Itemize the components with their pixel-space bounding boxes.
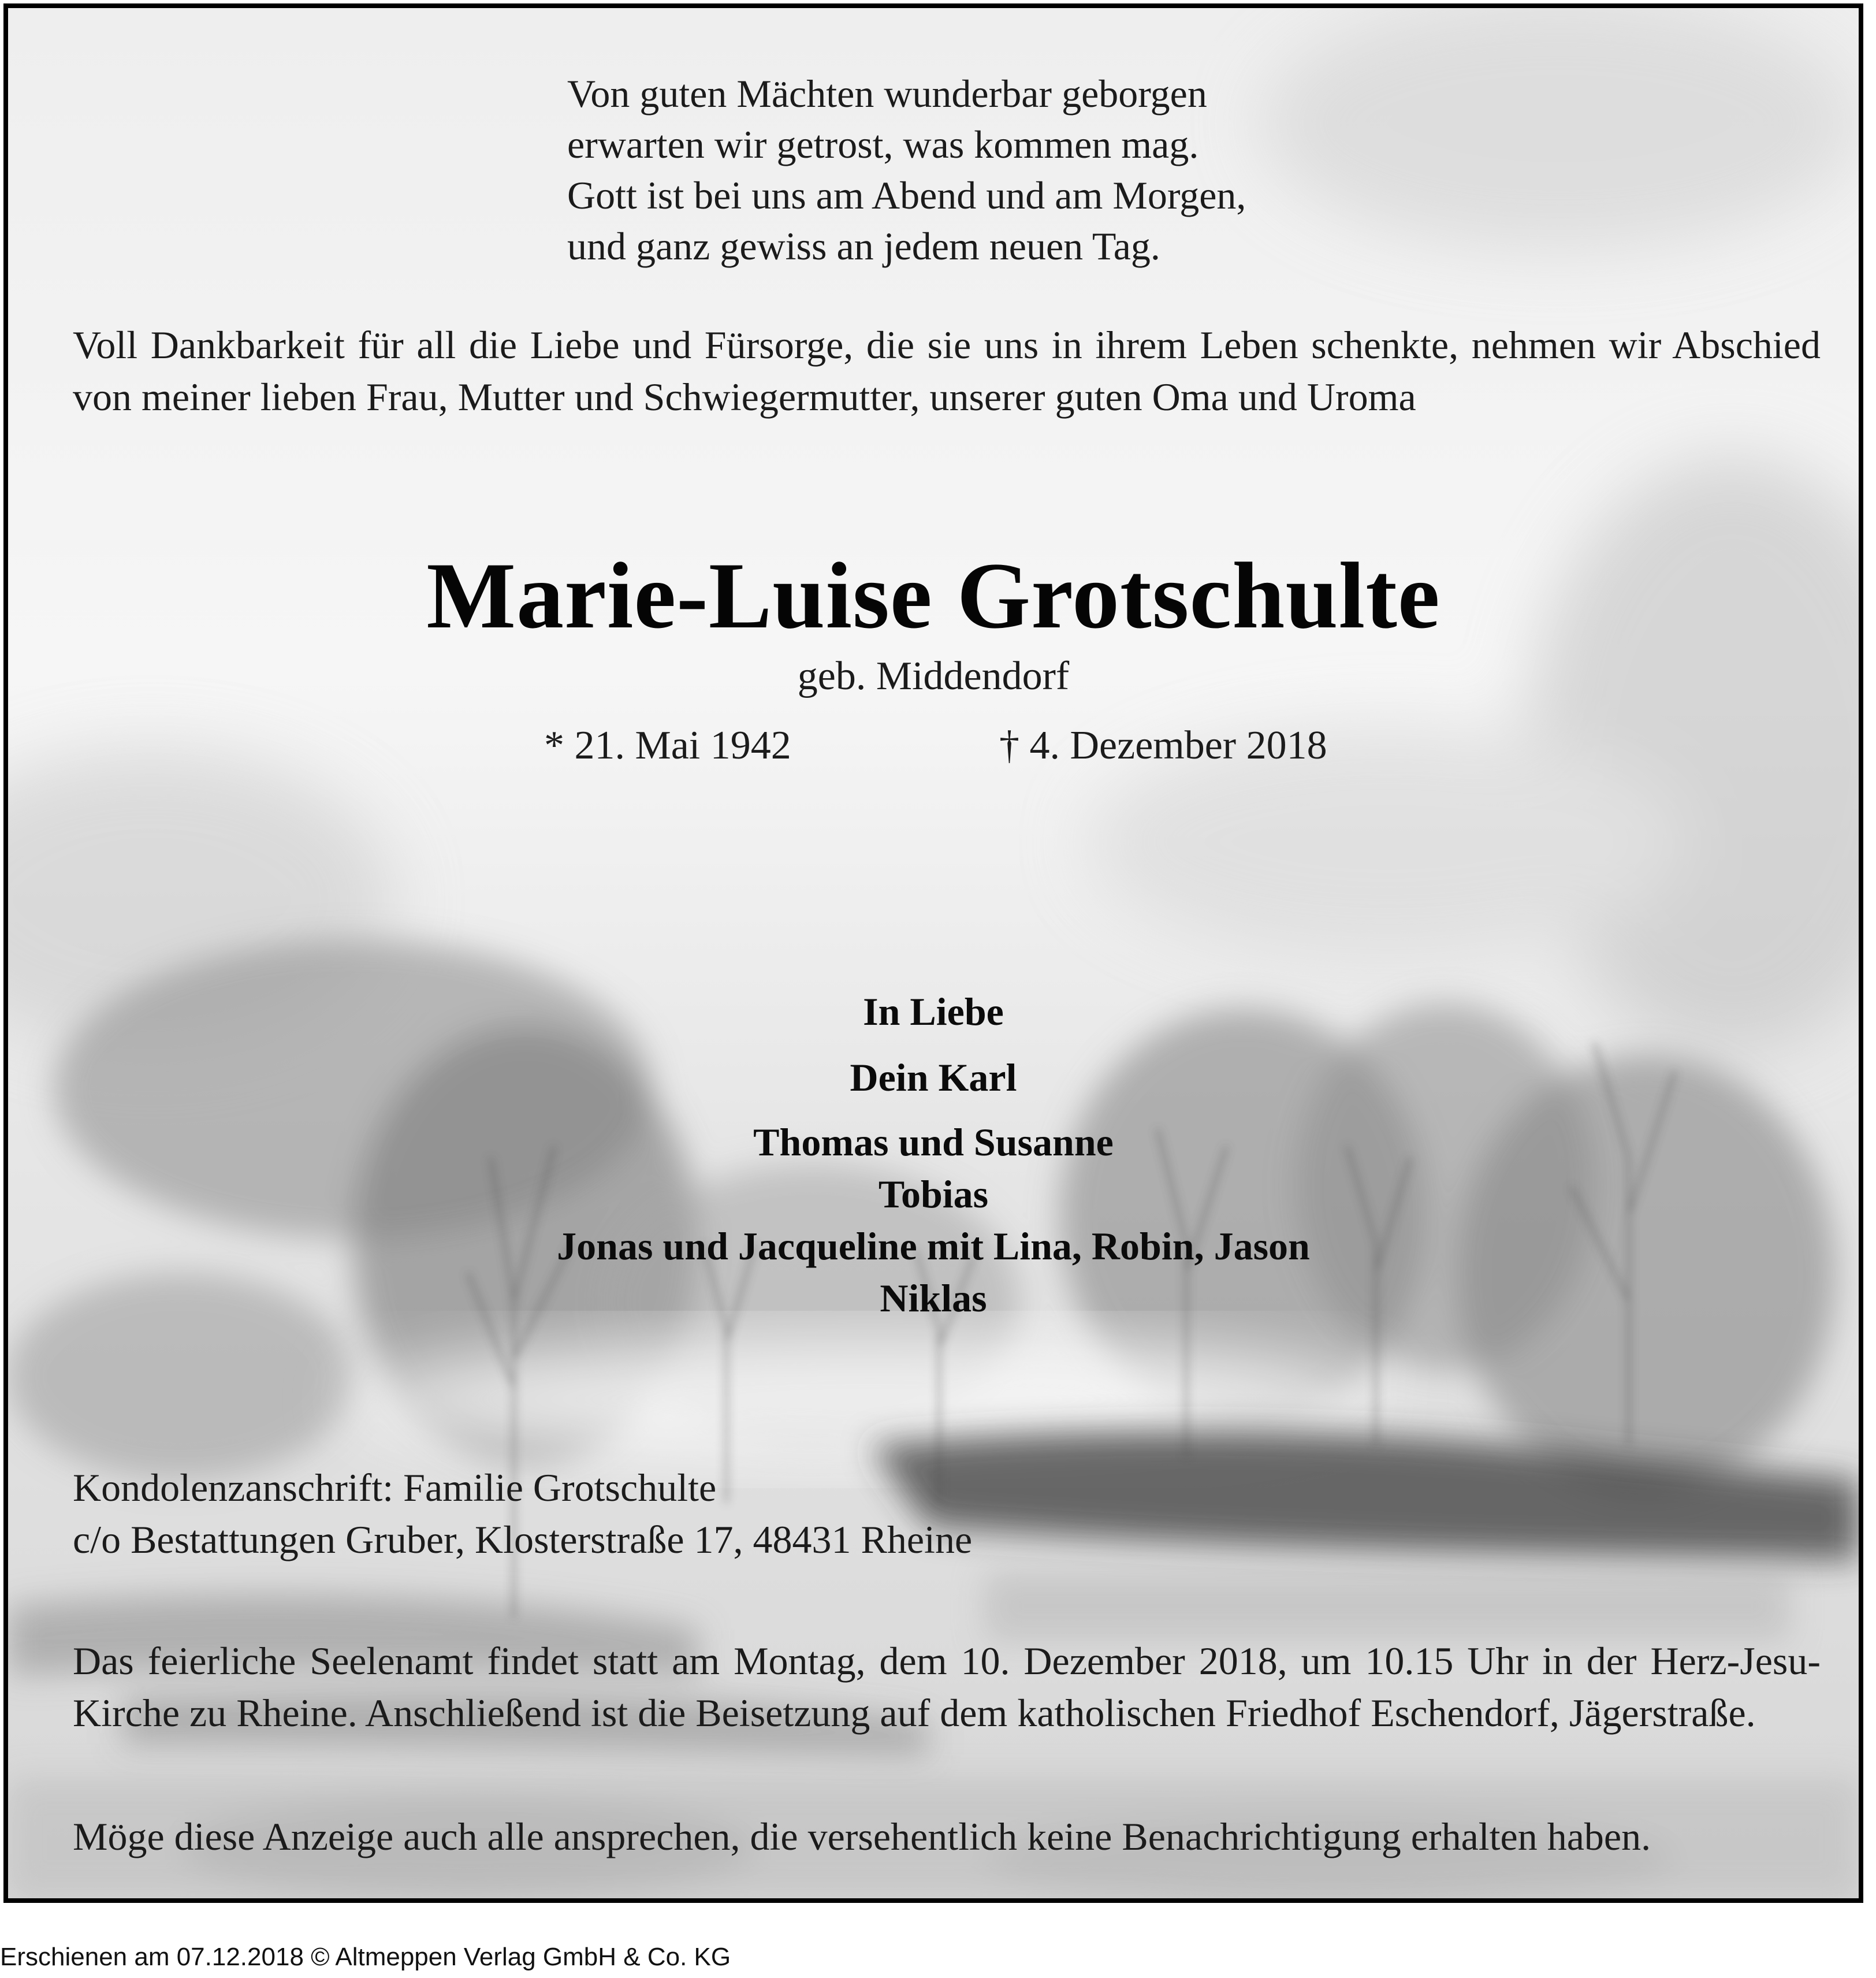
maiden-name: geb. Middendorf — [797, 654, 1070, 698]
husband-line: Dein Karl — [850, 1055, 1017, 1099]
deceased-name: Marie-Luise Grotschulte — [426, 544, 1440, 648]
family-member: Niklas — [880, 1276, 987, 1320]
publication-footer: Erschienen am 07.12.2018 © Altmeppen Verlag GmbH & Co. KG — [0, 1943, 731, 1971]
death-date: † 4. Dezember 2018 — [999, 723, 1327, 768]
in-love-line: In Liebe — [863, 990, 1004, 1033]
family-member: Thomas und Susanne — [753, 1120, 1114, 1164]
poem-line: Von guten Mächten wunderbar geborgen — [567, 72, 1207, 116]
family-member: Tobias — [878, 1172, 989, 1216]
condolence-line: Kondolenzanschrift: Familie Grotschulte — [73, 1466, 717, 1509]
birth-date: * 21. Mai 1942 — [544, 723, 791, 768]
poem-verse — [567, 68, 1434, 272]
family-member: Jonas und Jacqueline mit Lina, Robin, Jason — [557, 1224, 1310, 1268]
closing-note: Möge diese Anzeige auch alle ansprechen, die versehentlich keine Benachrichtigung erhalten haben. — [73, 1815, 1651, 1858]
condolence-address — [73, 1462, 972, 1566]
service-info: Das feierliche Seelenamt findet statt am Montag, dem 10. Dezember 2018, um 10.15 Uhr in der Herz-Jesu-Kirche zu Rheine. Anschließend ist die Beisetzung auf dem katholischen Friedhof Eschendorf, Jägerstraße. — [73, 1639, 1821, 1735]
poem-line: erwarten wir getrost, was kommen mag. — [567, 122, 1199, 166]
obituary-notice — [3, 3, 1863, 1903]
poem-line: und ganz gewiss an jedem neuen Tag. — [567, 224, 1160, 268]
intro-text: Voll Dankbarkeit für all die Liebe und Fürsorge, die sie uns in ihrem Leben schenkte, nehmen wir Abschied von meiner lieben Frau, Mutter und Schwiegermutter, unserer guten Oma und Uroma — [73, 323, 1821, 419]
poem-line: Gott ist bei uns am Abend und am Morgen, — [567, 173, 1246, 217]
condolence-line: c/o Bestattungen Gruber, Klosterstraße 17, 48431 Rheine — [73, 1518, 973, 1561]
